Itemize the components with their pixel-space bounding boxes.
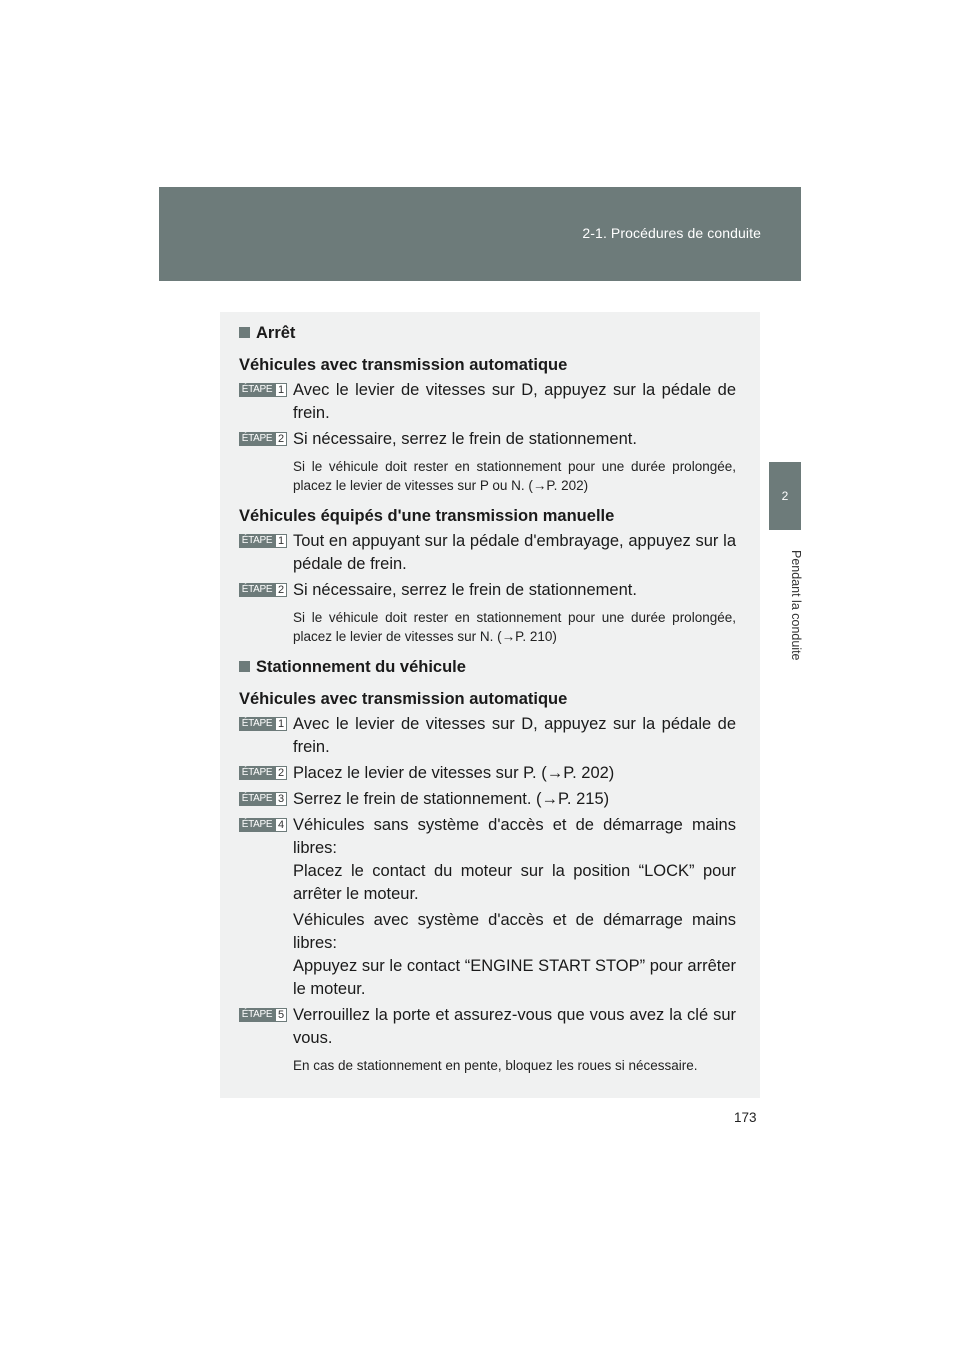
chapter-label: Pendant la conduite [789,549,803,661]
header-title: 2-1. Procédures de conduite [582,225,761,241]
content-panel [220,312,760,1098]
step-item: ÉTAPE 2 Placez le levier de vitesses sur P. (→P. 202) [239,762,736,785]
step-item: ÉTAPE 1 Avec le levier de vitesses sur D, appuyez sur la pédale de frein. [239,379,736,425]
page-number: 173 [734,1110,757,1125]
step-badge: ÉTAPE 2 [239,432,289,446]
step-item: ÉTAPE 1 Tout en appuyant sur la pédale d'embrayage, appuyez sur la pédale de frein. [239,530,736,576]
step-badge: ÉTAPE 1 [239,383,289,397]
step-item: ÉTAPE 5 Verrouillez la porte et assurez-vous que vous avez la clé sur vous. [239,1004,736,1050]
subtitle-auto: Véhicules avec transmission automatique [239,690,568,708]
step-item: ÉTAPE 3 Serrez le frein de stationnement. (→P. 215) [239,788,736,811]
step-badge: ÉTAPE 1 [239,717,289,731]
section-title-stationnement: Stationnement du véhicule [239,656,736,678]
square-bullet-icon [239,661,250,672]
note-text: Si le véhicule doit rester en stationnement pour une durée prolongée, placez le levier de vitesses sur N. (→P. 210) [293,610,736,644]
step-continuation: Placez le contact du moteur sur la position “LOCK” pour arrêter le moteur. [293,862,736,903]
step-badge: ÉTAPE 1 [239,534,289,548]
step-continuation: Appuyez sur le contact “ENGINE START STOP” pour arrêter le moteur. [293,957,736,998]
step-badge: ÉTAPE 2 [239,766,289,780]
step-item: ÉTAPE 4 Véhicules sans système d'accès et de démarrage mains libres: [239,814,736,860]
step-badge: ÉTAPE 5 [239,1008,289,1022]
square-bullet-icon [239,327,250,338]
subtitle-auto: Véhicules avec transmission automatique [239,356,568,374]
step-item: ÉTAPE 1 Avec le levier de vitesses sur D, appuyez sur la pédale de frein. [239,713,736,759]
step-item: ÉTAPE 2 Si nécessaire, serrez le frein de stationnement. [239,579,736,602]
step-badge: ÉTAPE 3 [239,792,289,806]
step-continuation: Véhicules avec système d'accès et de démarrage mains libres: [293,911,736,952]
section-title-arret: Arrêt [239,322,736,344]
header-band [159,187,801,281]
step-badge: ÉTAPE 2 [239,583,289,597]
subtitle-manual: Véhicules équipés d'une transmission manuelle [239,507,615,525]
chapter-tab: 2 [769,462,801,530]
note-text: Si le véhicule doit rester en stationnement pour une durée prolongée, placez le levier de vitesses sur P ou N. (→P. 202) [293,459,736,493]
step-item: ÉTAPE 2 Si nécessaire, serrez le frein de stationnement. [239,428,736,451]
step-badge: ÉTAPE 4 [239,818,289,832]
note-text: En cas de stationnement en pente, bloquez les roues si nécessaire. [293,1058,698,1073]
